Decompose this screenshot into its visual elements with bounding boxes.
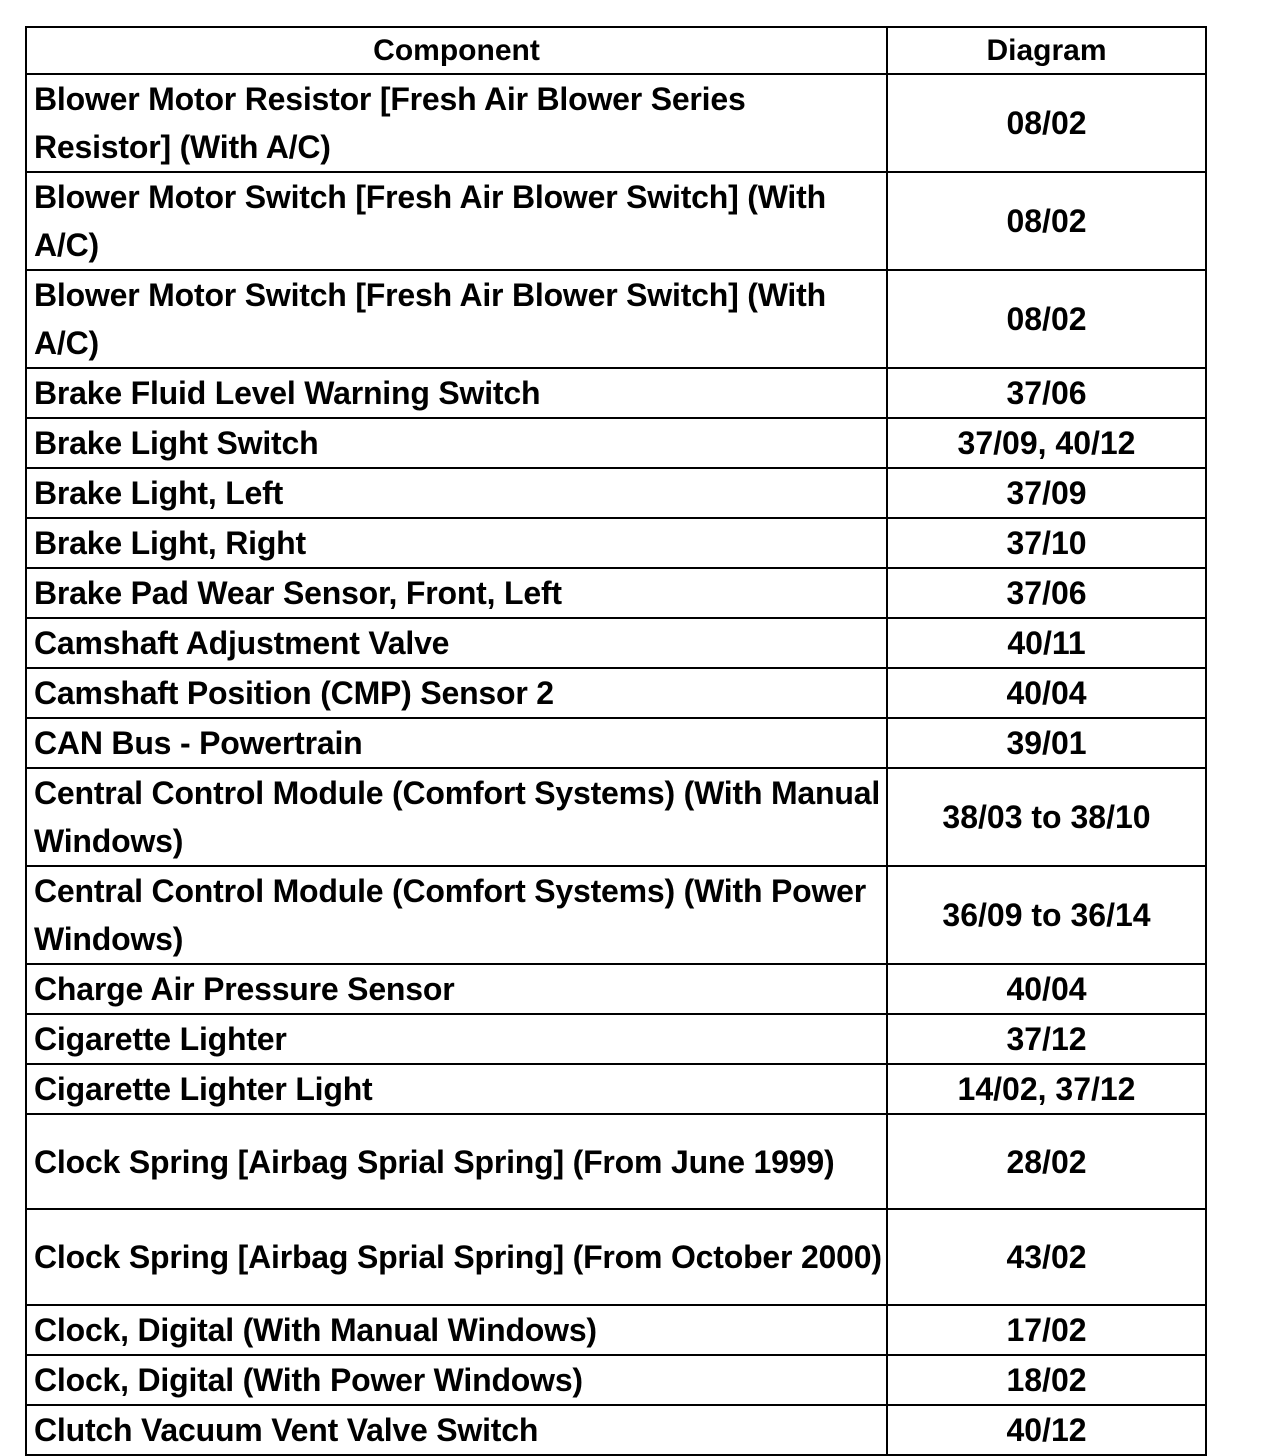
table-row: [26, 1014, 1206, 1064]
diagram-cell: 40/04: [887, 964, 1206, 1014]
table-row: [26, 518, 1206, 568]
table-row: [26, 74, 1206, 172]
table-row: [26, 368, 1206, 418]
diagram-cell: 14/02, 37/12: [887, 1064, 1206, 1114]
diagram-cell: 28/02: [887, 1114, 1206, 1209]
diagram-cell: 40/04: [887, 668, 1206, 718]
table-row: [26, 1114, 1206, 1209]
diagram-cell: 37/09: [887, 468, 1206, 518]
diagram-cell: 37/06: [887, 368, 1206, 418]
diagram-cell: 40/12: [887, 1405, 1206, 1455]
table-row: [26, 1209, 1206, 1305]
diagram-cell: 18/02: [887, 1355, 1206, 1405]
component-cell: Brake Light Switch: [26, 418, 887, 468]
component-cell: Cigarette Lighter Light: [26, 1064, 887, 1114]
diagram-cell: 40/11: [887, 618, 1206, 668]
component-cell: Clock, Digital (With Manual Windows): [26, 1305, 887, 1355]
diagram-cell: 38/03 to 38/10: [887, 768, 1206, 866]
diagram-cell: 36/09 to 36/14: [887, 866, 1206, 964]
table-row: [26, 1355, 1206, 1405]
table-header-row: [26, 27, 1206, 74]
diagram-cell: 37/10: [887, 518, 1206, 568]
diagram-cell: 37/09, 40/12: [887, 418, 1206, 468]
component-cell: Brake Pad Wear Sensor, Front, Left: [26, 568, 887, 618]
table-row: [26, 468, 1206, 518]
table-row: [26, 568, 1206, 618]
table-row: [26, 270, 1206, 368]
component-cell: Central Control Module (Comfort Systems) (With Power Windows): [26, 866, 887, 964]
component-cell: Blower Motor Resistor [Fresh Air Blower Series Resistor] (With A/C): [26, 74, 887, 172]
component-cell: Camshaft Position (CMP) Sensor 2: [26, 668, 887, 718]
table-row: [26, 418, 1206, 468]
component-cell: Charge Air Pressure Sensor: [26, 964, 887, 1014]
table-row: [26, 172, 1206, 270]
component-cell: Brake Light, Right: [26, 518, 887, 568]
component-cell: CAN Bus - Powertrain: [26, 718, 887, 768]
component-cell: Clock Spring [Airbag Sprial Spring] (From June 1999): [26, 1114, 887, 1209]
component-cell: Blower Motor Switch [Fresh Air Blower Switch] (With A/C): [26, 270, 887, 368]
table-row: [26, 1064, 1206, 1114]
column-header-diagram: Diagram: [887, 27, 1206, 74]
diagram-cell: 08/02: [887, 172, 1206, 270]
component-cell: Central Control Module (Comfort Systems) (With Manual Windows): [26, 768, 887, 866]
component-cell: Clock, Digital (With Power Windows): [26, 1355, 887, 1405]
table-row: [26, 618, 1206, 668]
diagram-cell: 43/02: [887, 1209, 1206, 1305]
table-row: [26, 668, 1206, 718]
diagram-cell: 08/02: [887, 270, 1206, 368]
table-row: [26, 866, 1206, 964]
diagram-cell: 17/02: [887, 1305, 1206, 1355]
component-cell: Brake Light, Left: [26, 468, 887, 518]
component-cell: Brake Fluid Level Warning Switch: [26, 368, 887, 418]
table-row: [26, 964, 1206, 1014]
diagram-cell: 39/01: [887, 718, 1206, 768]
component-cell: Clock Spring [Airbag Sprial Spring] (From October 2000): [26, 1209, 887, 1305]
table-row: [26, 1305, 1206, 1355]
column-header-component: Component: [26, 27, 887, 74]
component-diagram-table: [25, 26, 1207, 1456]
diagram-cell: 37/12: [887, 1014, 1206, 1064]
diagram-cell: 37/06: [887, 568, 1206, 618]
table-row: [26, 718, 1206, 768]
component-cell: Blower Motor Switch [Fresh Air Blower Switch] (With A/C): [26, 172, 887, 270]
component-cell: Camshaft Adjustment Valve: [26, 618, 887, 668]
component-cell: Cigarette Lighter: [26, 1014, 887, 1064]
diagram-cell: 08/02: [887, 74, 1206, 172]
table-row: [26, 768, 1206, 866]
component-cell: Clutch Vacuum Vent Valve Switch: [26, 1405, 887, 1455]
